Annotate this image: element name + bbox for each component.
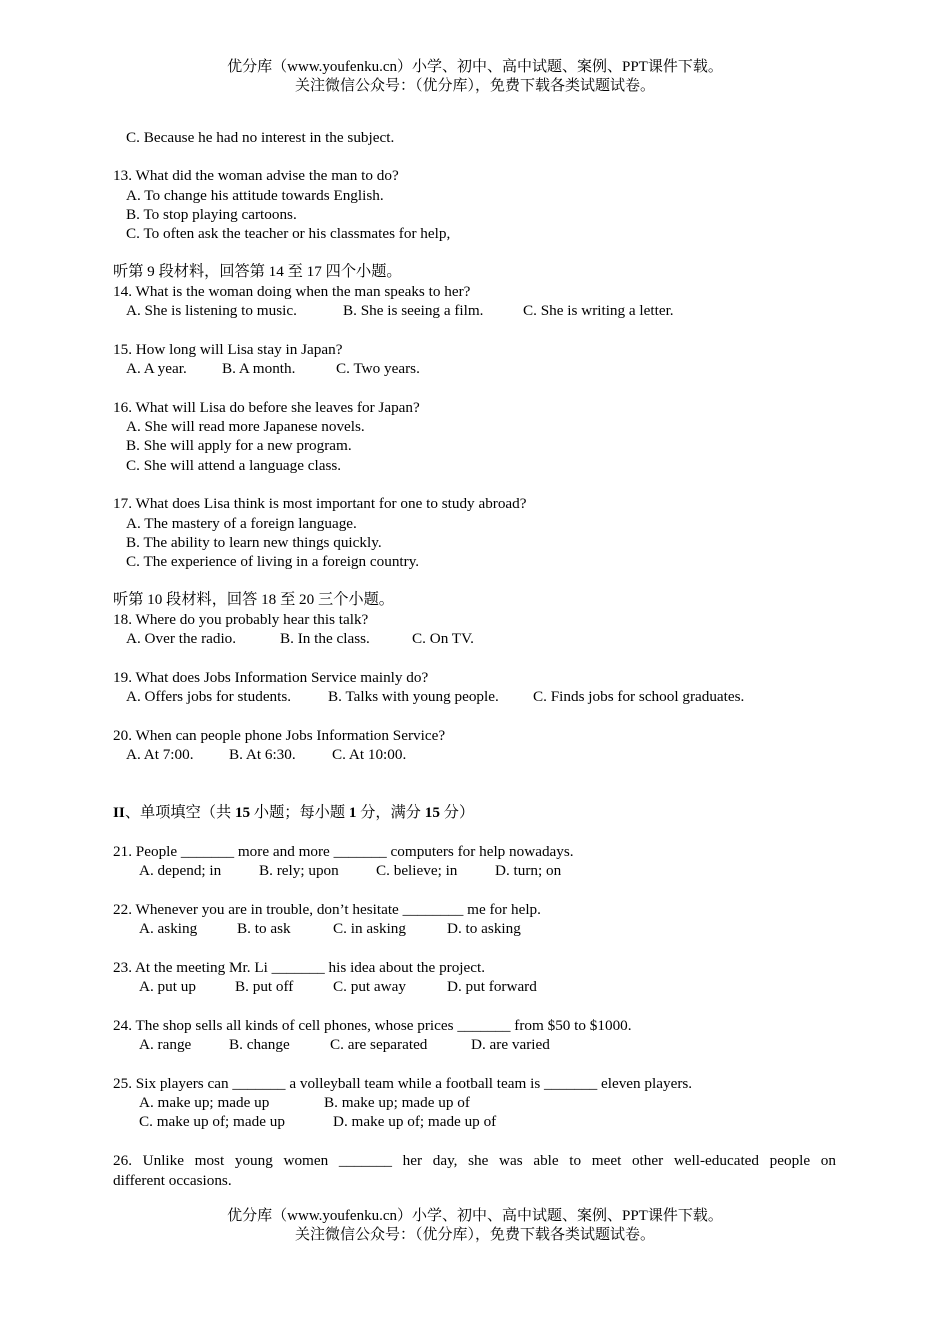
section2-text3: 分，满分 — [356, 804, 425, 821]
page-footer-line2: 关注微信公众号：（优分库），免费下载各类试题试卷。 — [294, 1227, 655, 1243]
q22-option-a: A. asking — [139, 920, 198, 937]
q25-option-c: C. make up of; made up — [139, 1113, 285, 1130]
q18-option-b: B. In the class. — [280, 630, 370, 647]
q15-option-b: B. A month. — [222, 360, 296, 377]
page-footer-line1: 优分库（www.youfenku.cn）小学、初中、高中试题、案例、PPT课件下载。 — [227, 1208, 723, 1224]
q21-option-d: D. turn; on — [495, 862, 562, 879]
q12-option-c: C. Because he had no interest in the subject. — [126, 129, 395, 146]
q23-option-d: D. put forward — [447, 978, 537, 995]
section2-text1: 、单项填空（共 — [124, 804, 235, 821]
q20-question: 20. When can people phone Jobs Information Service? — [113, 727, 446, 744]
q14-option-b: B. She is seeing a film. — [343, 302, 484, 319]
q17-option-a: A. The mastery of a foreign language. — [126, 515, 357, 532]
q20-option-a: A. At 7:00. — [126, 746, 194, 763]
q22-option-d: D. to asking — [447, 920, 521, 937]
section2-total: 15 — [424, 804, 440, 821]
q24-option-b: B. change — [229, 1036, 290, 1053]
q14-option-c: C. She is writing a letter. — [523, 302, 674, 319]
q22-option-b: B. to ask — [237, 920, 291, 937]
q16-question: 16. What will Lisa do before she leaves for Japan? — [113, 399, 420, 416]
q20-option-c: C. At 10:00. — [332, 746, 407, 763]
q25-option-b: B. make up; made up of — [324, 1094, 470, 1111]
q24-question: 24. The shop sells all kinds of cell phones, whose prices _______ from $50 to $1000. — [113, 1017, 632, 1034]
q13-option-c: C. To often ask the teacher or his classmates for help, — [126, 225, 451, 242]
q21-question: 21. People _______ more and more _______ computers for help nowadays. — [113, 843, 574, 860]
q22-question: 22. Whenever you are in trouble, don’t hesitate ________ me for help. — [113, 901, 541, 918]
q13-option-b: B. To stop playing cartoons. — [126, 206, 297, 223]
q20-option-b: B. At 6:30. — [229, 746, 296, 763]
section10-intro: 听第 10 段材料，回答 18 至 20 三个小题。 — [113, 591, 394, 608]
page-header-line2: 关注微信公众号：（优分库），免费下载各类试题试卷。 — [294, 78, 655, 94]
q19-option-c: C. Finds jobs for school graduates. — [533, 688, 745, 705]
section2-roman: II — [113, 804, 125, 821]
q15-option-a: A. A year. — [126, 360, 187, 377]
q13-question: 13. What did the woman advise the man to do? — [113, 167, 399, 184]
q17-option-c: C. The experience of living in a foreign country. — [126, 553, 420, 570]
q23-option-b: B. put off — [235, 978, 294, 995]
q14-option-a: A. She is listening to music. — [126, 302, 297, 319]
section2-heading — [113, 803, 474, 822]
q15-question: 15. How long will Lisa stay in Japan? — [113, 341, 343, 358]
q26-question-line2: different occasions. — [113, 1172, 232, 1189]
section2-text4: 分） — [439, 804, 475, 821]
q15-option-c: C. Two years. — [336, 360, 420, 377]
q25-option-d: D. make up of; made up of — [333, 1113, 497, 1130]
section9-intro: 听第 9 段材料，回答第 14 至 17 四个小题。 — [113, 263, 402, 280]
q19-option-a: A. Offers jobs for students. — [126, 688, 292, 705]
q23-option-a: A. put up — [139, 978, 196, 995]
q18-option-a: A. Over the radio. — [126, 630, 237, 647]
q23-question: 23. At the meeting Mr. Li _______ his idea about the project. — [113, 959, 486, 976]
q19-option-b: B. Talks with young people. — [328, 688, 499, 705]
q13-option-a: A. To change his attitude towards English. — [126, 187, 384, 204]
q16-option-a: A. She will read more Japanese novels. — [126, 418, 365, 435]
q24-option-c: C. are separated — [330, 1036, 428, 1053]
q26-question-line1: 26. Unlike most young women _______ her day, she was able to meet other well-educated people on — [113, 1152, 836, 1169]
q23-option-c: C. put away — [333, 978, 406, 995]
q16-option-b: B. She will apply for a new program. — [126, 437, 352, 454]
q18-option-c: C. On TV. — [412, 630, 474, 647]
q18-question: 18. Where do you probably hear this talk? — [113, 611, 369, 628]
q25-option-a: A. make up; made up — [139, 1094, 270, 1111]
q25-question: 25. Six players can _______ a volleyball team while a football team is _______ eleven players. — [113, 1075, 693, 1092]
section2-text2: 小题；每小题 — [250, 804, 349, 821]
q14-question: 14. What is the woman doing when the man speaks to her? — [113, 283, 471, 300]
q24-option-a: A. range — [139, 1036, 192, 1053]
section2-count: 15 — [234, 804, 251, 821]
q19-question: 19. What does Jobs Information Service mainly do? — [113, 669, 429, 686]
q16-option-c: C. She will attend a language class. — [126, 457, 342, 474]
page-header-line1: 优分库（www.youfenku.cn）小学、初中、高中试题、案例、PPT课件下载。 — [227, 59, 723, 75]
q17-question: 17. What does Lisa think is most important for one to study abroad? — [113, 495, 527, 512]
q21-option-c: C. believe; in — [376, 862, 458, 879]
q22-option-c: C. in asking — [333, 920, 406, 937]
q21-option-b: B. rely; upon — [259, 862, 339, 879]
q17-option-b: B. The ability to learn new things quickly. — [126, 534, 382, 551]
q21-option-a: A. depend; in — [139, 862, 222, 879]
section2-points-each: 1 — [348, 804, 357, 821]
q24-option-d: D. are varied — [471, 1036, 550, 1053]
